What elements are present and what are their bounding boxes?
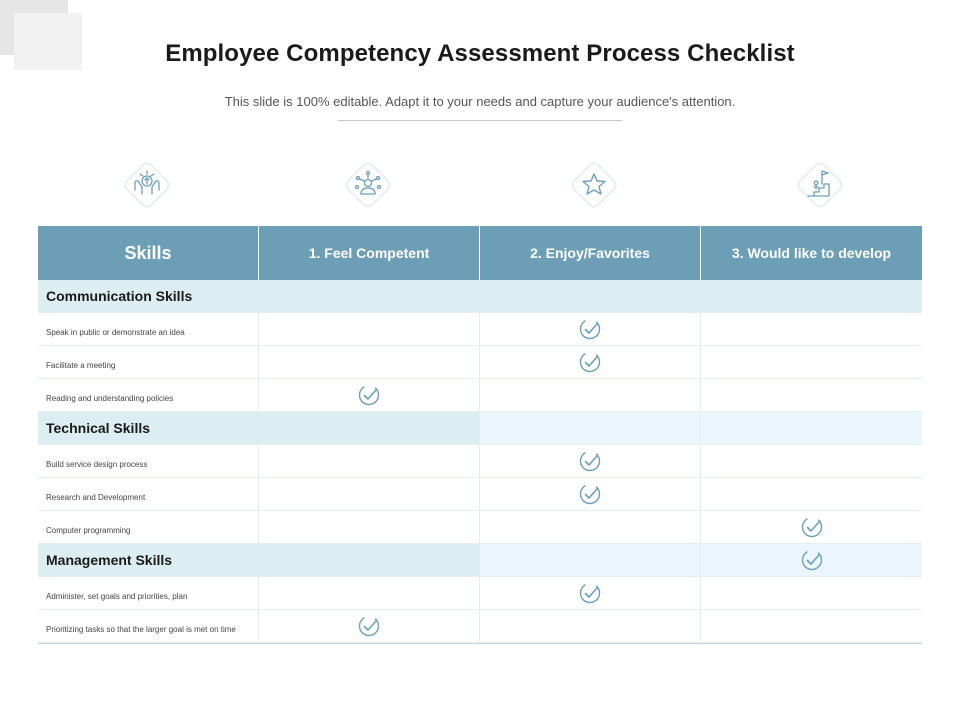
check-icon bbox=[578, 482, 602, 506]
section-label: Communication Skills bbox=[38, 280, 259, 312]
table-row bbox=[38, 445, 922, 478]
cell-enjoy-favorites bbox=[480, 313, 701, 345]
cell-would-like-to-develop bbox=[701, 445, 922, 477]
person-network-icon bbox=[339, 156, 397, 214]
skill-label: Prioritizing tasks so that the larger goal is met on time bbox=[38, 610, 259, 642]
cell-would-like-to-develop bbox=[701, 379, 922, 411]
section-label: Management Skills bbox=[38, 544, 259, 576]
skill-label: Facilitate a meeting bbox=[38, 346, 259, 378]
skill-label: Computer programming bbox=[38, 511, 259, 543]
cell-feel-competent bbox=[259, 280, 480, 312]
header-enjoy-favorites: 2. Enjoy/Favorites bbox=[480, 226, 701, 280]
cell-would-like-to-develop bbox=[701, 544, 922, 576]
cell-feel-competent bbox=[259, 412, 480, 444]
skill-label: Administer, set goals and priorities, plan bbox=[38, 577, 259, 609]
check-icon bbox=[800, 548, 824, 572]
table-row bbox=[38, 313, 922, 346]
cell-enjoy-favorites bbox=[480, 544, 701, 576]
cell-would-like-to-develop bbox=[701, 313, 922, 345]
header-would-like-to-develop: 3. Would like to develop bbox=[701, 226, 922, 280]
section-row bbox=[38, 280, 922, 313]
cell-feel-competent bbox=[259, 313, 480, 345]
check-icon bbox=[357, 614, 381, 638]
header-feel-competent: 1. Feel Competent bbox=[259, 226, 480, 280]
table-row bbox=[38, 478, 922, 511]
table-row bbox=[38, 379, 922, 412]
star-icon bbox=[565, 156, 623, 214]
table-bottom-border bbox=[38, 643, 922, 644]
table-row bbox=[38, 511, 922, 544]
title-divider bbox=[338, 120, 622, 121]
section-row bbox=[38, 412, 922, 445]
cell-feel-competent bbox=[259, 577, 480, 609]
skill-label: Reading and understanding policies bbox=[38, 379, 259, 411]
cell-enjoy-favorites bbox=[480, 379, 701, 411]
check-icon bbox=[578, 317, 602, 341]
cell-would-like-to-develop bbox=[701, 478, 922, 510]
section-row bbox=[38, 544, 922, 577]
table-row bbox=[38, 577, 922, 610]
cell-enjoy-favorites bbox=[480, 511, 701, 543]
cell-enjoy-favorites bbox=[480, 280, 701, 312]
cell-feel-competent bbox=[259, 610, 480, 642]
cell-would-like-to-develop bbox=[701, 412, 922, 444]
slide-title: Employee Competency Assessment Process Checklist bbox=[165, 40, 795, 67]
cell-feel-competent bbox=[259, 544, 480, 576]
cell-enjoy-favorites bbox=[480, 610, 701, 642]
check-icon bbox=[357, 383, 381, 407]
cell-feel-competent bbox=[259, 346, 480, 378]
table-header-row bbox=[38, 226, 922, 280]
cell-enjoy-favorites bbox=[480, 577, 701, 609]
cell-feel-competent bbox=[259, 478, 480, 510]
check-icon bbox=[578, 350, 602, 374]
table-row bbox=[38, 610, 922, 643]
check-icon bbox=[578, 449, 602, 473]
table-body bbox=[38, 280, 922, 643]
check-icon bbox=[800, 515, 824, 539]
cell-would-like-to-develop bbox=[701, 610, 922, 642]
check-icon bbox=[578, 581, 602, 605]
cell-feel-competent bbox=[259, 445, 480, 477]
skill-label: Speak in public or demonstrate an idea bbox=[38, 313, 259, 345]
cell-would-like-to-develop bbox=[701, 511, 922, 543]
competency-table bbox=[38, 226, 922, 644]
slide-subtitle: This slide is 100% editable. Adapt it to your needs and capture your audience's attention. bbox=[224, 94, 736, 109]
cell-enjoy-favorites bbox=[480, 478, 701, 510]
stairs-flag-icon bbox=[791, 156, 849, 214]
hands-growth-icon bbox=[118, 156, 176, 214]
skill-label: Build service design process bbox=[38, 445, 259, 477]
cell-would-like-to-develop bbox=[701, 346, 922, 378]
cell-enjoy-favorites bbox=[480, 445, 701, 477]
cell-enjoy-favorites bbox=[480, 412, 701, 444]
header-skills: Skills bbox=[38, 226, 259, 280]
cell-enjoy-favorites bbox=[480, 346, 701, 378]
section-label: Technical Skills bbox=[38, 412, 259, 444]
table-row bbox=[38, 346, 922, 379]
skill-label: Research and Development bbox=[38, 478, 259, 510]
cell-would-like-to-develop bbox=[701, 577, 922, 609]
cell-feel-competent bbox=[259, 511, 480, 543]
cell-would-like-to-develop bbox=[701, 280, 922, 312]
cell-feel-competent bbox=[259, 379, 480, 411]
